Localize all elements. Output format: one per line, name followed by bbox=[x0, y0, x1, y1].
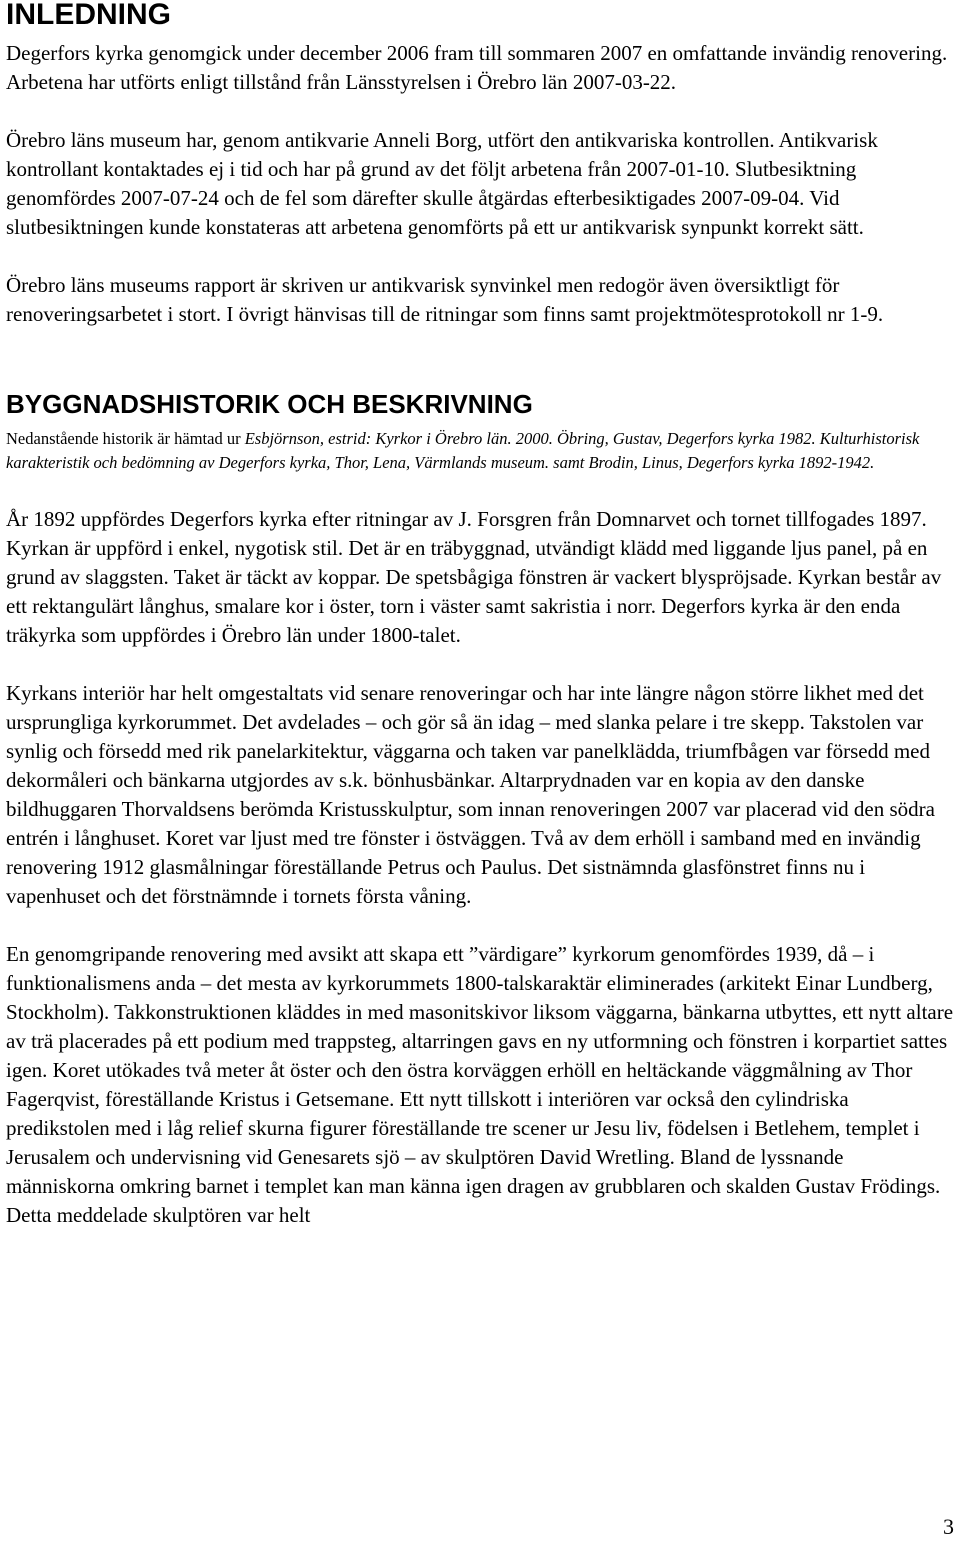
history-source-note bbox=[6, 427, 956, 475]
source-lead: Nedanstående historik är hämtad ur bbox=[6, 429, 241, 448]
history-heading: BYGGNADSHISTORIK OCH BESKRIVNING bbox=[6, 389, 533, 419]
history-paragraph-2: Kyrkans interiör har helt omgestaltats vid senare renoveringar och har inte längre någon större likhet med det ursprungliga kyrkorummet. Det avdelades – och gör så än idag – med slanka pelare i tre skepp. Takstolen var synlig och försedd med rik panelarkitektur, väggarna och taken var panelklädda, triumfbågen var försedd med dekormåleri och bänkarna utgjordes av s.k. bönhusbänkar. Altarprydnaden var en kopia av den danske bildhuggaren Thorvaldsens berömda Kristusskulptur, som innan renoveringen 2007 var placerad vid den södra entrén i långhuset. Koret var ljust med tre fönster i östväggen. Två av dem erhöll i samband med en invändig renovering 1912 glasmålningar föreställande Petrus och Paulus. Det sistnämnda glasfönstret finns nu i vapenhuset och det förstnämnde i tornets första våning. bbox=[6, 681, 935, 908]
history-paragraph-1: År 1892 uppfördes Degerfors kyrka efter ritningar av J. Forsgren från Domnarvet och tornet tillfogades 1897. Kyrkan är uppförd i enkel, nygotisk stil. Det är en träbyggnad, utvändigt klädd med liggande ljus panel, på en grund av slaggsten. Taket är täckt av koppar. De spetsbågiga fönstren är vackert blyspröjsade. Kyrkan består av ett rektangulärt långhus, smalare kor i öster, torn i väster samt sakristia i norr. Degerfors kyrka är den enda träkyrka som uppfördes i Örebro län under 1800-talet. bbox=[6, 507, 942, 647]
history-paragraph-3: En genomgripande renovering med avsikt att skapa ett ”värdigare” kyrkorum genomfördes 1939, då – i funktionalismens anda – det mesta av kyrkorummets 1800-talskaraktär eliminerades (arkitekt Einar Lundberg, Stockholm). Takkonstruktionen kläddes in med masonitskivor liksom väggarna, bänkarna utbyttes, ett nytt altare av trä placerades på ett podium med trappsteg, altarringen gavs en ny utformning och fönstren i korpartiet sattes igen. Koret utökades två meter åt öster och den östra korväggen erhöll en heltäckande väggmålning av Thor Fagerqvist, föreställande Kristus i Getsemane. Ett nytt tillskott i interiören var också den cylindriska predikstolen med i låg relief skurna figurer föreställande tre scener ur Jesu liv, födelsen i Betlehem, templet i Jerusalem och undervisning vid Genesarets sjö – av skulptören David Wretling. Bland de lyssnande människorna omkring barnet i templet kan man känna igen dragen av grubblaren och skalden Gustav Frödings. Detta meddelade skulptören var helt bbox=[6, 942, 954, 1227]
intro-paragraph-3: Örebro läns museums rapport är skriven ur antikvarisk synvinkel men redogör även översiktligt för renoveringsarbetet i stort. I övrigt hänvisas till de ritningar som finns samt projektmötesprotokoll nr 1-9. bbox=[6, 273, 884, 326]
document-page bbox=[6, 0, 956, 1230]
intro-paragraph-1: Degerfors kyrka genomgick under december 2006 fram till sommaren 2007 en omfattande invändig renovering. Arbetena har utförts enligt tillstånd från Länsstyrelsen i Örebro län 2007-03-22. bbox=[6, 41, 948, 94]
page-number: 3 bbox=[943, 1514, 954, 1539]
intro-paragraph-2: Örebro läns museum har, genom antikvarie Anneli Borg, utfört den antikvariska kontrollen. Antikvarisk kontrollant kontaktades ej i tid och har på grund av det följt arbetena från 2007-01-10. Slutbesiktning genomfördes 2007-07-24 och de fel som därefter skulle åtgärdas efterbesiktigades 2007-09-04. Vid slutbesiktningen kunde konstateras att arbetena genomförts på ett ur antikvarisk synpunkt korrekt sätt. bbox=[6, 128, 878, 239]
intro-heading: INLEDNING bbox=[6, 0, 171, 31]
source-references: Esbjörnson, estrid: Kyrkor i Örebro län. 2000. Öbring, Gustav, Degerfors kyrka 1982. Kulturhistorisk karakteristik och bedömning av Degerfors kyrka, Thor, Lena, Värmlands museum. samt Brodin, Linus, Degerfors kyrka 1892-1942. bbox=[6, 429, 920, 472]
